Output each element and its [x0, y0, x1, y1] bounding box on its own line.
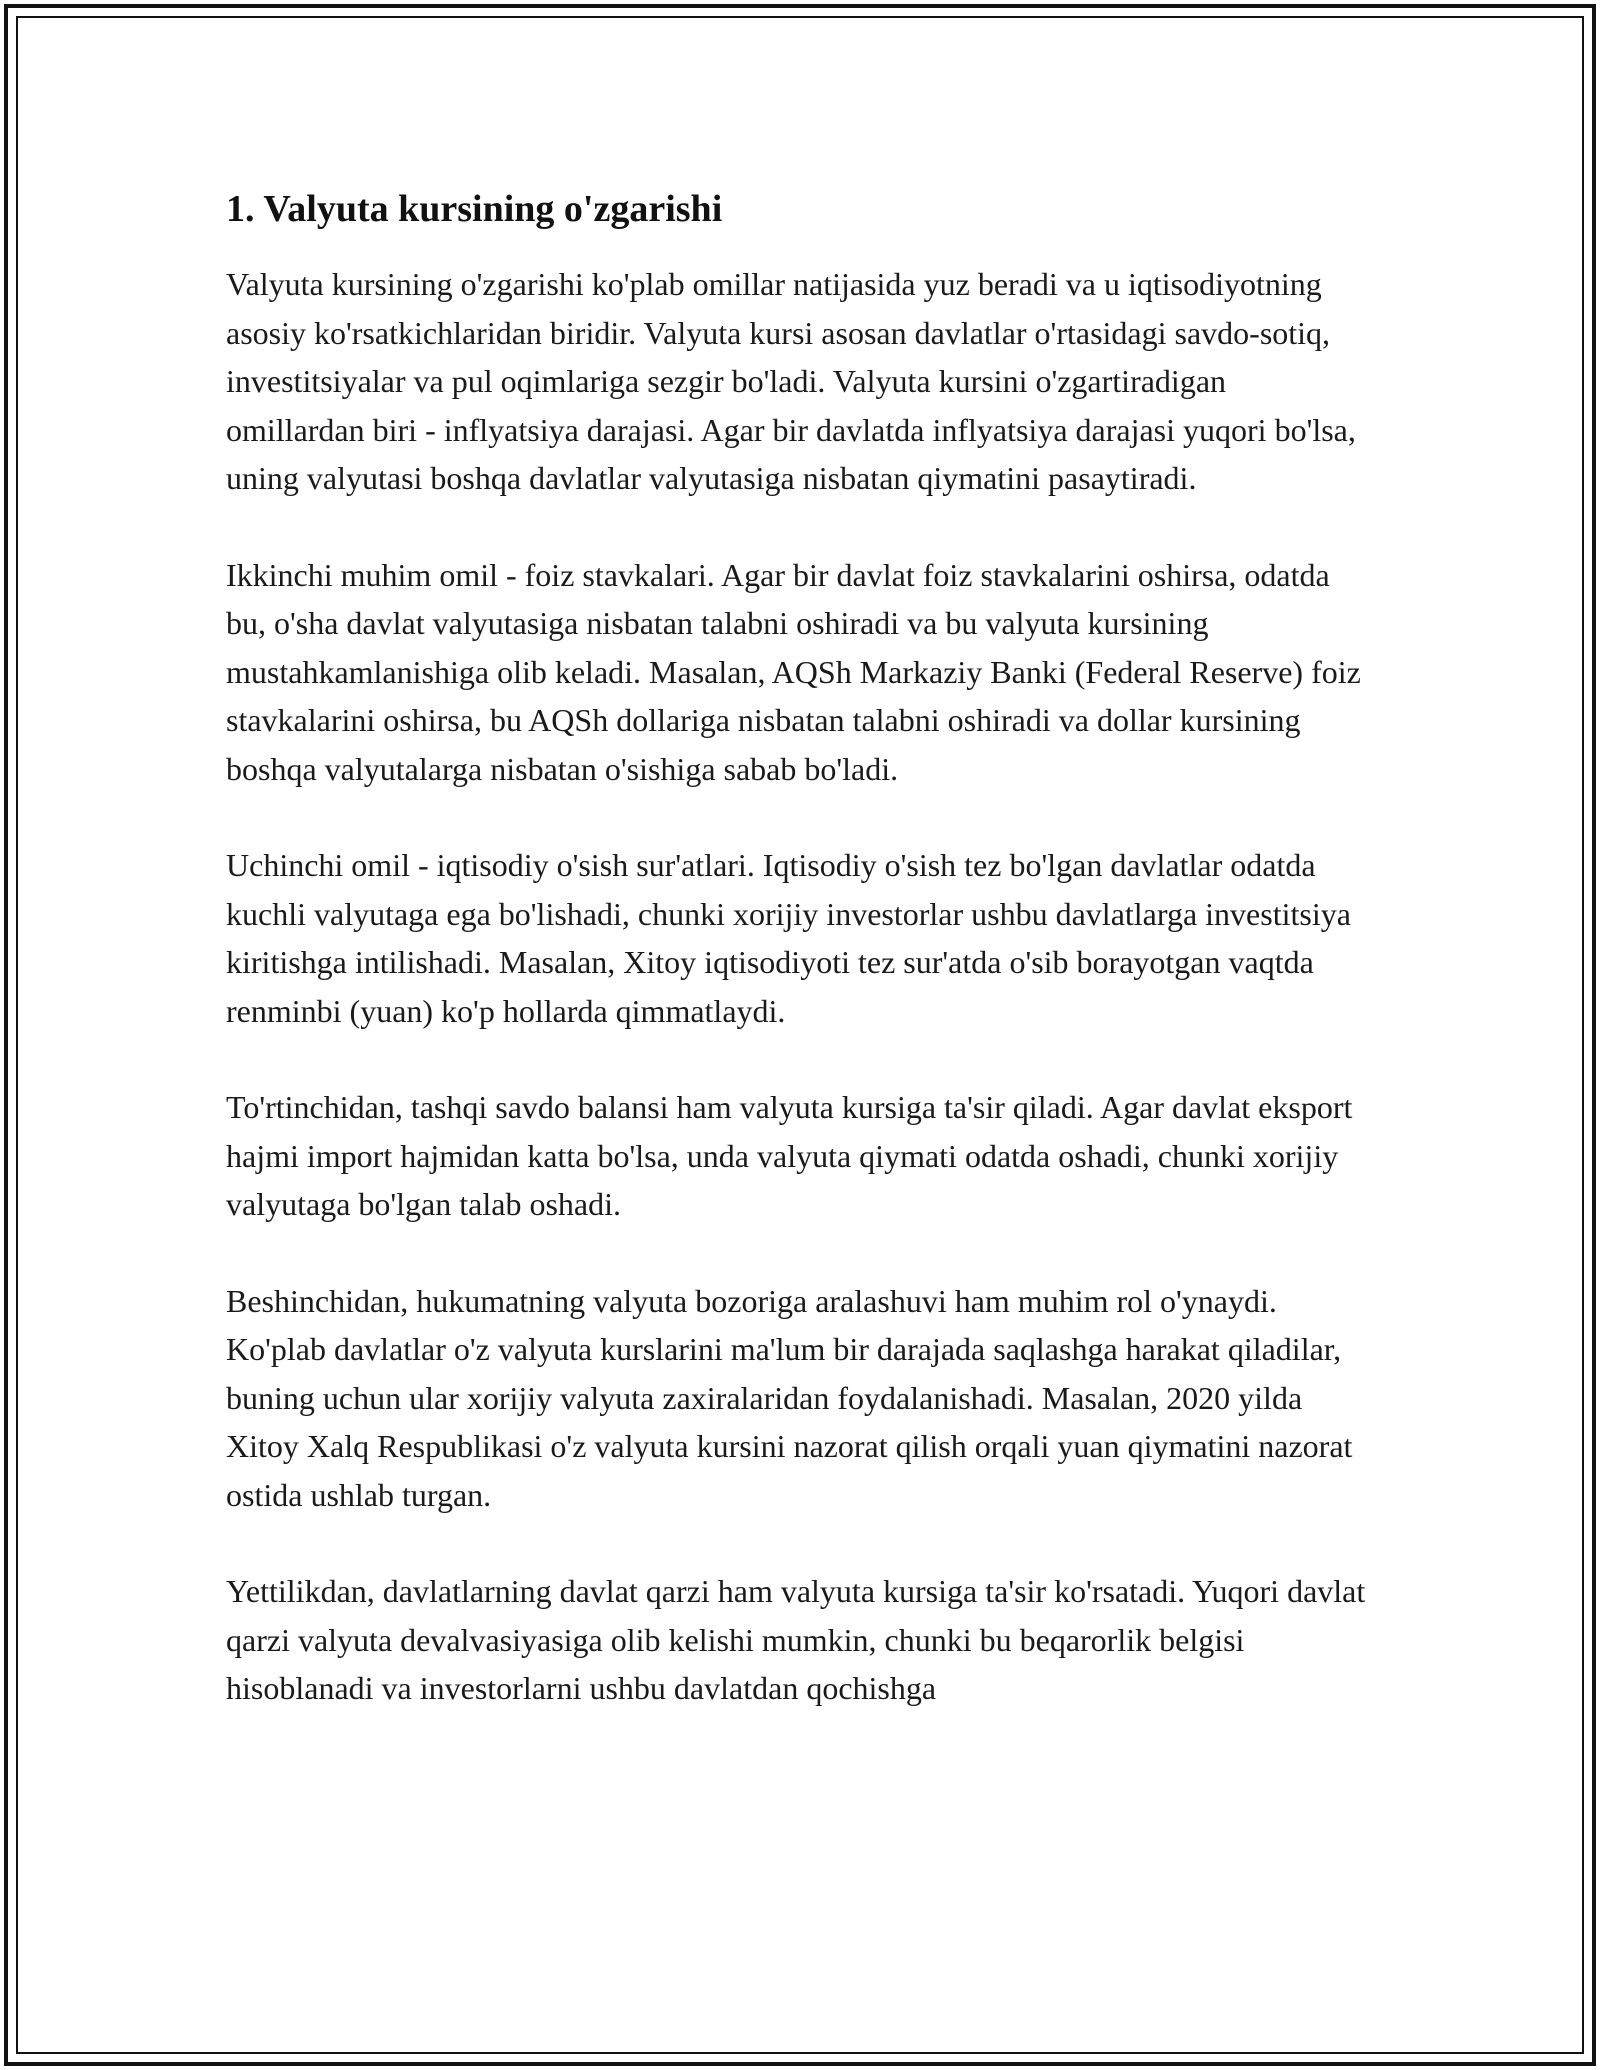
paragraph-economic-growth: Uchinchi omil - iqtisodiy o'sish sur'atlari. Iqtisodiy o'sish tez bo'lgan davlatlar odatda kuchli valyutaga ega bo'lishadi, chunki xorijiy investorlar ushbu davlatlarga investitsiya kiritishga intilishadi. Masalan, Xitoy iqtisodiyoti tez sur'atda o'sib borayotgan vaqtda renminbi (yuan) ko'p hollarda qimmatlaydi.: [226, 847, 1351, 1029]
paragraph-inflation: Valyuta kursining o'zgarishi ko'plab omillar natijasida yuz beradi va u iqtisodiyotning asosiy ko'rsatkichlaridan biridir. Valyuta kursi asosan davlatlar o'rtasidagi savdo-sotiq, investitsiyalar va pul oqimlariga sezgir bo'ladi. Valyuta kursini o'zgartiradigan omillardan biri - inflyatsiya darajasi. Agar bir davlatda inflyatsiya darajasi yuqori bo'lsa, uning valyutasi boshqa davlatlar valyutasiga nisbatan qiymatini pasaytiradi.: [226, 266, 1356, 496]
document-body: [226, 186, 1366, 1761]
paragraph-public-debt: Yettilikdan, davlatlarning davlat qarzi ham valyuta kursiga ta'sir ko'rsatadi. Yuqori davlat qarzi valyuta devalvasiyasiga olib kelishi mumkin, chunki bu beqarorlik belgisi hisoblanadi va investorlarni ushbu davlatdan qochishga: [226, 1573, 1366, 1706]
paragraph-interest-rates: Ikkinchi muhim omil - foiz stavkalari. Agar bir davlat foiz stavkalarini oshirsa, odatda bu, o'sha davlat valyutasiga nisbatan talabni oshiradi va bu valyuta kursining mustahkamlanishiga olib keladi. Masalan, AQSh Markaziy Banki (Federal Reserve) foiz stavkalarini oshirsa, bu AQSh dollariga nisbatan talabni oshiradi va dollar kursining boshqa valyutalarga nisbatan o'sishiga sabab bo'ladi.: [226, 556, 1361, 787]
section-heading: 1. Valyuta kursining o'zgarishi: [226, 188, 723, 230]
paragraph-government-intervention: Beshinchidan, hukumatning valyuta bozoriga aralashuvi ham muhim rol o'ynaydi. Ko'plab davlatlar o'z valyuta kurslarini ma'lum bir darajada saqlashga harakat qiladilar, buning uchun ular xorijiy valyuta zaxiralaridan foydalanishadi. Masalan, 2020 yilda Xitoy Xalq Respublikasi o'z valyuta kursini nazorat qilish orqali yuan qiymatini nazorat ostida ushlab turgan.: [226, 1282, 1353, 1513]
paragraph-trade-balance: To'rtinchidan, tashqi savdo balansi ham valyuta kursiga ta'sir qiladi. Agar davlat eksport hajmi import hajmidan katta bo'lsa, unda valyuta qiymati odatda oshadi, chunki xorijiy valyutaga bo'lgan talab oshadi.: [226, 1089, 1353, 1222]
